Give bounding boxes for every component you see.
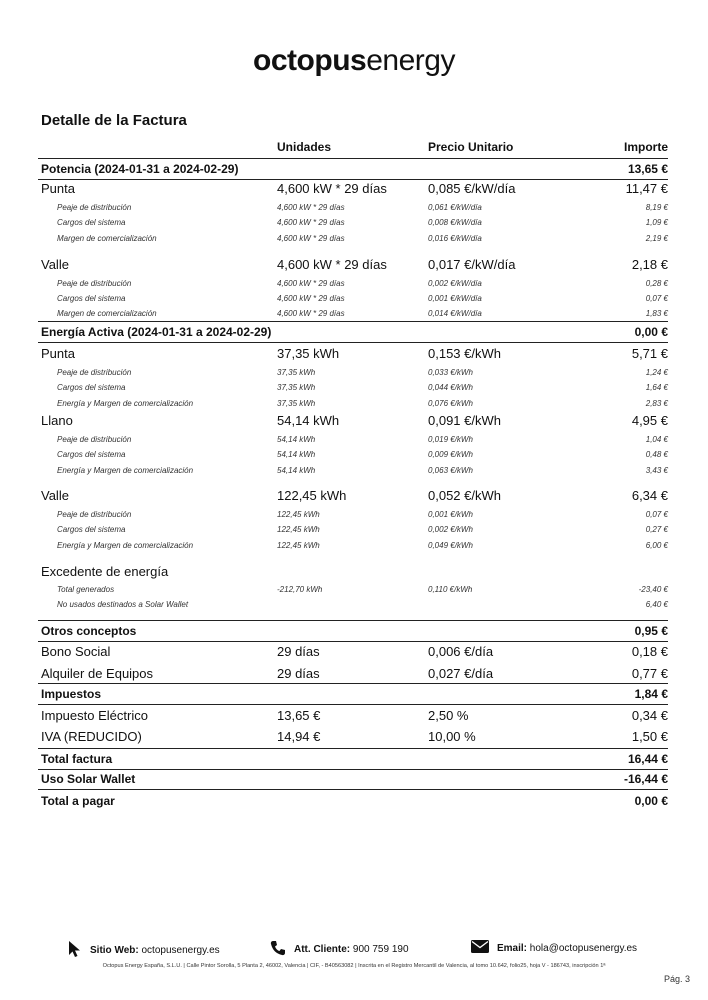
sub-price: 0,001 €/kWh xyxy=(428,510,473,519)
row-units: 29 días xyxy=(277,666,320,681)
sub-amount: 1,24 € xyxy=(645,368,668,377)
sub-price: 0,019 €/kWh xyxy=(428,435,473,444)
row-amount: 0,77 € xyxy=(631,666,668,681)
section-potencia xyxy=(38,158,668,180)
sub-label: Cargos del sistema xyxy=(57,383,126,392)
sub-units: 4,600 kW * 29 días xyxy=(277,218,345,227)
sub-units: 4,600 kW * 29 días xyxy=(277,234,345,243)
row-label: IVA (REDUCIDO) xyxy=(41,729,142,744)
sub-price: 0,061 €/kW/día xyxy=(428,203,482,212)
sub-label: Peaje de distribución xyxy=(57,368,132,377)
row-price: 2,50 % xyxy=(428,708,469,723)
sub-amount: 3,43 € xyxy=(645,466,668,475)
sub-row xyxy=(38,448,668,462)
logo-light-part: energy xyxy=(366,44,455,77)
section-total: 1,84 € xyxy=(634,687,668,701)
sub-price: 0,049 €/kWh xyxy=(428,541,473,550)
sub-label: Peaje de distribución xyxy=(57,510,132,519)
sub-price: 0,014 €/kW/día xyxy=(428,309,482,318)
envelope-icon xyxy=(471,940,489,956)
row-label: Impuesto Eléctrico xyxy=(41,708,148,723)
section-label: Otros conceptos xyxy=(41,624,137,638)
potencia-punta-row xyxy=(38,179,668,199)
row-price: 10,00 % xyxy=(428,729,476,744)
logo-bold-part: octopus xyxy=(253,44,367,77)
row-amount: 11,47 € xyxy=(625,181,668,196)
sub-row xyxy=(38,201,668,215)
row-units: 54,14 kWh xyxy=(277,413,340,428)
sub-units: 4,600 kW * 29 días xyxy=(277,309,345,318)
total-value: -16,44 € xyxy=(623,772,668,786)
sub-price: 0,076 €/kWh xyxy=(428,399,473,408)
web-value: octopusenergy.es xyxy=(141,945,220,956)
row-price: 0,027 €/día xyxy=(428,666,494,681)
row-label: Llano xyxy=(41,413,73,428)
total-label: Uso Solar Wallet xyxy=(41,772,136,786)
sub-row xyxy=(38,307,668,321)
section-total: 13,65 € xyxy=(627,162,668,176)
footer-email[interactable] xyxy=(471,940,637,956)
invoice-detail-title: Detalle de la Factura xyxy=(41,112,187,129)
sub-price: 0,016 €/kW/día xyxy=(428,234,482,243)
sub-row xyxy=(38,216,668,230)
sub-amount: 2,19 € xyxy=(645,234,668,243)
sub-units: 122,45 kWh xyxy=(277,525,320,534)
sub-row xyxy=(38,433,668,447)
energia-punta-row xyxy=(38,344,668,364)
sub-row xyxy=(38,366,668,380)
uso-solar-wallet-row xyxy=(38,769,668,790)
sub-units: 4,600 kW * 29 días xyxy=(277,279,345,288)
total-label: Total a pagar xyxy=(41,794,115,808)
total-a-pagar-row xyxy=(38,791,668,811)
row-units: 122,45 kWh xyxy=(277,488,347,503)
sub-label: Peaje de distribución xyxy=(57,279,132,288)
phone-icon xyxy=(270,940,286,959)
row-units: 4,600 kW * 29 días xyxy=(277,257,387,272)
sub-price: 0,001 €/kW/día xyxy=(428,294,482,303)
sub-units: 4,600 kW * 29 días xyxy=(277,203,345,212)
sub-price: 0,063 €/kWh xyxy=(428,466,473,475)
email-value: hola@octopusenergy.es xyxy=(529,942,638,954)
footer-website[interactable] xyxy=(68,940,220,961)
sub-units: 37,35 kWh xyxy=(277,383,316,392)
row-units: 29 días xyxy=(277,644,320,659)
sub-amount: -23,40 € xyxy=(638,585,668,594)
row-units: 14,94 € xyxy=(277,729,321,744)
total-value: 16,44 € xyxy=(627,752,668,766)
row-label: Valle xyxy=(41,488,69,503)
sub-row xyxy=(38,464,668,478)
total-value: 0,00 € xyxy=(634,794,668,808)
sub-amount: 8,19 € xyxy=(645,203,668,212)
sub-units: 54,14 kWh xyxy=(277,435,316,444)
sub-row xyxy=(38,292,668,306)
energia-valle-row xyxy=(38,486,668,506)
row-price: 0,085 €/kW/día xyxy=(428,181,516,196)
sub-label: Cargos del sistema xyxy=(57,525,126,534)
sub-row xyxy=(38,277,668,291)
sub-units: 4,600 kW * 29 días xyxy=(277,294,345,303)
row-label: Excedente de energía xyxy=(41,564,169,579)
sub-units: 122,45 kWh xyxy=(277,541,320,550)
row-price: 0,091 €/kWh xyxy=(428,413,501,428)
phone-label: Att. Cliente: xyxy=(294,944,351,955)
alquiler-equipos-row xyxy=(38,664,668,684)
row-amount: 1,50 € xyxy=(631,729,668,744)
row-price: 0,052 €/kWh xyxy=(428,488,501,503)
section-impuestos xyxy=(38,683,668,705)
price-header: Precio Unitario xyxy=(428,140,514,154)
sub-label: Margen de comercialización xyxy=(57,309,157,318)
sub-price: 0,008 €/kW/día xyxy=(428,218,482,227)
cursor-arrow-icon xyxy=(68,940,82,961)
row-price: 0,006 €/día xyxy=(428,644,494,659)
web-label: Sitio Web: xyxy=(90,945,139,956)
sub-amount: 1,83 € xyxy=(645,309,668,318)
section-label: Impuestos xyxy=(41,687,102,701)
sub-units: 37,35 kWh xyxy=(277,399,316,408)
sub-row xyxy=(38,598,668,612)
sub-units: 54,14 kWh xyxy=(277,450,316,459)
sub-units: -212,70 kWh xyxy=(277,585,323,594)
row-amount: 0,34 € xyxy=(631,708,668,723)
sub-row xyxy=(38,397,668,411)
sub-label: Cargos del sistema xyxy=(57,450,126,459)
sub-label: Energía y Margen de comercialización xyxy=(57,541,194,550)
row-amount: 5,71 € xyxy=(631,346,668,361)
section-otros-conceptos xyxy=(38,620,668,642)
sub-amount: 0,27 € xyxy=(645,525,668,534)
sub-label: Margen de comercialización xyxy=(57,234,157,243)
phone-value: 900 759 190 xyxy=(352,944,409,955)
row-label: Punta xyxy=(41,181,75,196)
impuesto-electrico-row xyxy=(38,706,668,726)
sub-row xyxy=(38,508,668,522)
sub-price: 0,002 €/kW/día xyxy=(428,279,482,288)
sub-price: 0,033 €/kWh xyxy=(428,368,473,377)
sub-label: Peaje de distribución xyxy=(57,203,132,212)
row-label: Bono Social xyxy=(41,644,111,659)
energia-excedente-row xyxy=(38,562,668,582)
page-number: Pág. 3 xyxy=(663,974,690,984)
section-total: 0,00 € xyxy=(634,325,668,339)
sub-row xyxy=(38,583,668,597)
row-units: 37,35 kWh xyxy=(277,346,340,361)
sub-units: 122,45 kWh xyxy=(277,510,320,519)
row-label: Valle xyxy=(41,257,69,272)
sub-amount: 6,00 € xyxy=(645,541,668,550)
sub-row xyxy=(38,523,668,537)
potencia-valle-row xyxy=(38,255,668,275)
footer-phone[interactable] xyxy=(270,940,409,959)
sub-amount: 0,07 € xyxy=(645,510,668,519)
row-label: Punta xyxy=(41,346,75,361)
row-price: 0,017 €/kW/día xyxy=(428,257,516,272)
total-label: Total factura xyxy=(41,752,113,766)
email-label: Email: xyxy=(497,942,528,954)
section-label: Potencia (2024-01-31 a 2024-02-29) xyxy=(41,162,239,176)
section-label: Energía Activa (2024-01-31 a 2024-02-29) xyxy=(41,325,272,339)
sub-units: 54,14 kWh xyxy=(277,466,316,475)
sub-row xyxy=(38,232,668,246)
sub-label: No usados destinados a Solar Wallet xyxy=(57,600,189,609)
sub-price: 0,044 €/kWh xyxy=(428,383,473,392)
sub-row xyxy=(38,381,668,395)
row-amount: 0,18 € xyxy=(631,644,668,659)
sub-price: 0,009 €/kWh xyxy=(428,450,473,459)
sub-label: Energía y Margen de comercialización xyxy=(57,399,194,408)
row-label: Alquiler de Equipos xyxy=(41,666,154,681)
sub-amount: 1,04 € xyxy=(645,435,668,444)
sub-amount: 2,83 € xyxy=(645,399,668,408)
sub-label: Peaje de distribución xyxy=(57,435,132,444)
sub-label: Total generados xyxy=(57,585,115,594)
footer-contact-bar xyxy=(0,940,708,960)
units-header: Unidades xyxy=(277,140,332,154)
sub-label: Energía y Margen de comercialización xyxy=(57,466,194,475)
sub-amount: 6,40 € xyxy=(645,600,668,609)
section-energia-activa xyxy=(38,321,668,343)
row-amount: 4,95 € xyxy=(631,413,668,428)
row-units: 4,600 kW * 29 días xyxy=(277,181,387,196)
iva-row xyxy=(38,727,668,747)
sub-row xyxy=(38,539,668,553)
sub-amount: 1,09 € xyxy=(645,218,668,227)
sub-amount: 0,28 € xyxy=(645,279,668,288)
row-amount: 2,18 € xyxy=(631,257,668,272)
sub-price: 0,110 €/kWh xyxy=(428,585,473,594)
octopus-energy-logo xyxy=(0,44,708,78)
sub-amount: 1,64 € xyxy=(645,383,668,392)
sub-label: Cargos del sistema xyxy=(57,294,126,303)
amount-header: Importe xyxy=(623,140,668,154)
row-units: 13,65 € xyxy=(277,708,321,723)
sub-label: Cargos del sistema xyxy=(57,218,126,227)
sub-units: 37,35 kWh xyxy=(277,368,316,377)
row-amount: 6,34 € xyxy=(631,488,668,503)
section-total: 0,95 € xyxy=(634,624,668,638)
bono-social-row xyxy=(38,642,668,662)
row-price: 0,153 €/kWh xyxy=(428,346,501,361)
sub-amount: 0,48 € xyxy=(645,450,668,459)
sub-amount: 0,07 € xyxy=(645,294,668,303)
legal-notice: Octopus Energy España, S.L.U. | Calle Pintor Sorolla, 5 Planta 2, 46002, Valencia | CIF, - B40563082 | Inscrita en el Registro Mercantil de Valencia, al tomo 10.642, folio25, hoja V - 186743, inscripción 1ª xyxy=(102,963,606,969)
sub-price: 0,002 €/kWh xyxy=(428,525,473,534)
total-factura-row xyxy=(38,748,668,770)
energia-llano-row xyxy=(38,411,668,431)
